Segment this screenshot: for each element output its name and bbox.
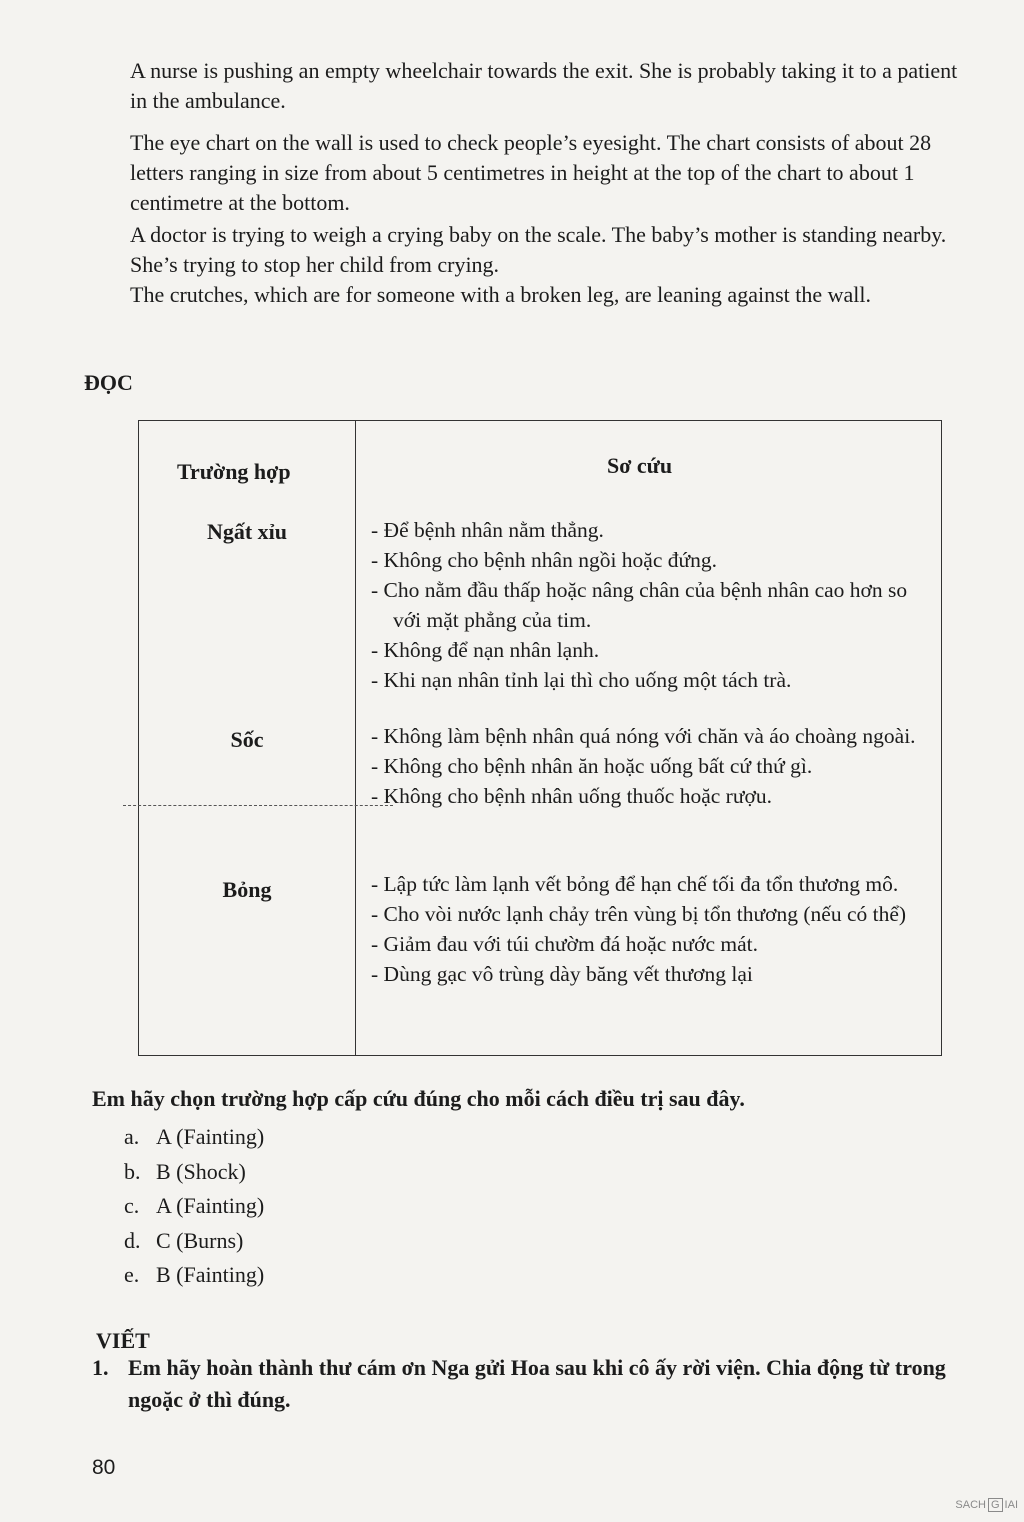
reading-heading: ĐỌC [84, 370, 133, 395]
case-fainting: Ngất xỉu [206, 519, 288, 544]
writing-task [92, 1352, 992, 1416]
answer-text: B (Fainting) [156, 1262, 265, 1287]
answer-text: A (Fainting) [156, 1193, 265, 1218]
step-item: - Không cho bệnh nhân uống thuốc hoặc rượu. [371, 781, 931, 811]
answer-marker: c. [124, 1193, 140, 1218]
answer-item [124, 1155, 264, 1190]
task-text: Em hãy hoàn thành thư cám ơn Nga gửi Hoa sau khi cô ấy rời viện. Chia động từ trong ngoặc ở thì đúng. [128, 1355, 946, 1412]
table-header-case: Trường hợp [177, 459, 291, 484]
step-item: - Giảm đau với túi chườm đá hoặc nước mát. [371, 929, 931, 959]
first-aid-table [138, 420, 942, 1056]
passage-eye-chart: The eye chart on the wall is used to check people’s eyesight. The chart consists of about 28 letters ranging in size from about 5 centimetres in height at the top of the chart to about 1 centimetre at the bottom. [130, 130, 932, 215]
page-number: 80 [92, 1456, 116, 1479]
step-item: - Để bệnh nhân nằm thẳng. [371, 515, 931, 545]
passage-wheelchair: A nurse is pushing an empty wheelchair towards the exit. She is probably taking it to a patient in the ambulance. [130, 58, 958, 113]
passage-crutches: The crutches, which are for someone with a broken leg, are leaning against the wall. [130, 282, 871, 307]
step-item: - Không cho bệnh nhân ngồi hoặc đứng. [371, 545, 931, 575]
steps-fainting [371, 515, 931, 695]
answer-item [124, 1189, 264, 1224]
answer-marker: b. [124, 1158, 141, 1184]
watermark-box: G [988, 1498, 1003, 1512]
step-item: - Cho nằm đầu thấp hoặc nâng chân của bệnh nhân cao hơn so với mặt phẳng của tim. [371, 575, 931, 635]
answer-text: C (Burns) [156, 1227, 244, 1253]
answer-marker: d. [124, 1227, 141, 1253]
answer-text: B (Shock) [156, 1158, 246, 1184]
writing-heading: VIẾT [96, 1328, 150, 1353]
step-item: - Dùng gạc vô trùng dày băng vết thương lại [371, 959, 931, 989]
answer-list [124, 1120, 264, 1293]
task-number: 1. [92, 1355, 109, 1380]
answer-item [124, 1224, 264, 1259]
answer-item [124, 1120, 264, 1155]
steps-shock [371, 721, 931, 811]
case-shock: Sốc [230, 727, 264, 752]
steps-burns [371, 869, 931, 989]
step-item: - Không làm bệnh nhân quá nóng với chăn và áo choàng ngoài. [371, 721, 931, 751]
answer-marker: a. [124, 1124, 140, 1149]
step-item: - Khi nạn nhân tỉnh lại thì cho uống một tách trà. [371, 665, 931, 695]
table-column-divider [355, 421, 356, 1055]
watermark-text-left: SACH [955, 1499, 986, 1511]
answer-item [124, 1258, 264, 1293]
watermark-text-right: IAI [1004, 1499, 1018, 1511]
step-item: - Không để nạn nhân lạnh. [371, 635, 931, 665]
answer-marker: e. [124, 1262, 140, 1287]
step-item: - Cho vòi nước lạnh chảy trên vùng bị tổn thương (nếu có thể) [371, 899, 931, 929]
answer-text: A (Fainting) [156, 1124, 265, 1149]
watermark-logo [955, 1498, 1018, 1512]
step-item: - Lập tức làm lạnh vết bỏng để hạn chế tối đa tổn thương mô. [371, 869, 931, 899]
reading-question: Em hãy chọn trường hợp cấp cứu đúng cho mỗi cách điều trị sau đây. [92, 1086, 745, 1111]
case-burns: Bỏng [222, 877, 272, 902]
table-header-first-aid: Sơ cứu [607, 453, 673, 478]
passage-baby-scale: A doctor is trying to weigh a crying baby on the scale. The baby’s mother is standing nearby. She’s trying to stop her child from crying. [130, 222, 947, 277]
row-separator-dashed [123, 805, 393, 806]
step-item: - Không cho bệnh nhân ăn hoặc uống bất cứ thứ gì. [371, 751, 931, 781]
